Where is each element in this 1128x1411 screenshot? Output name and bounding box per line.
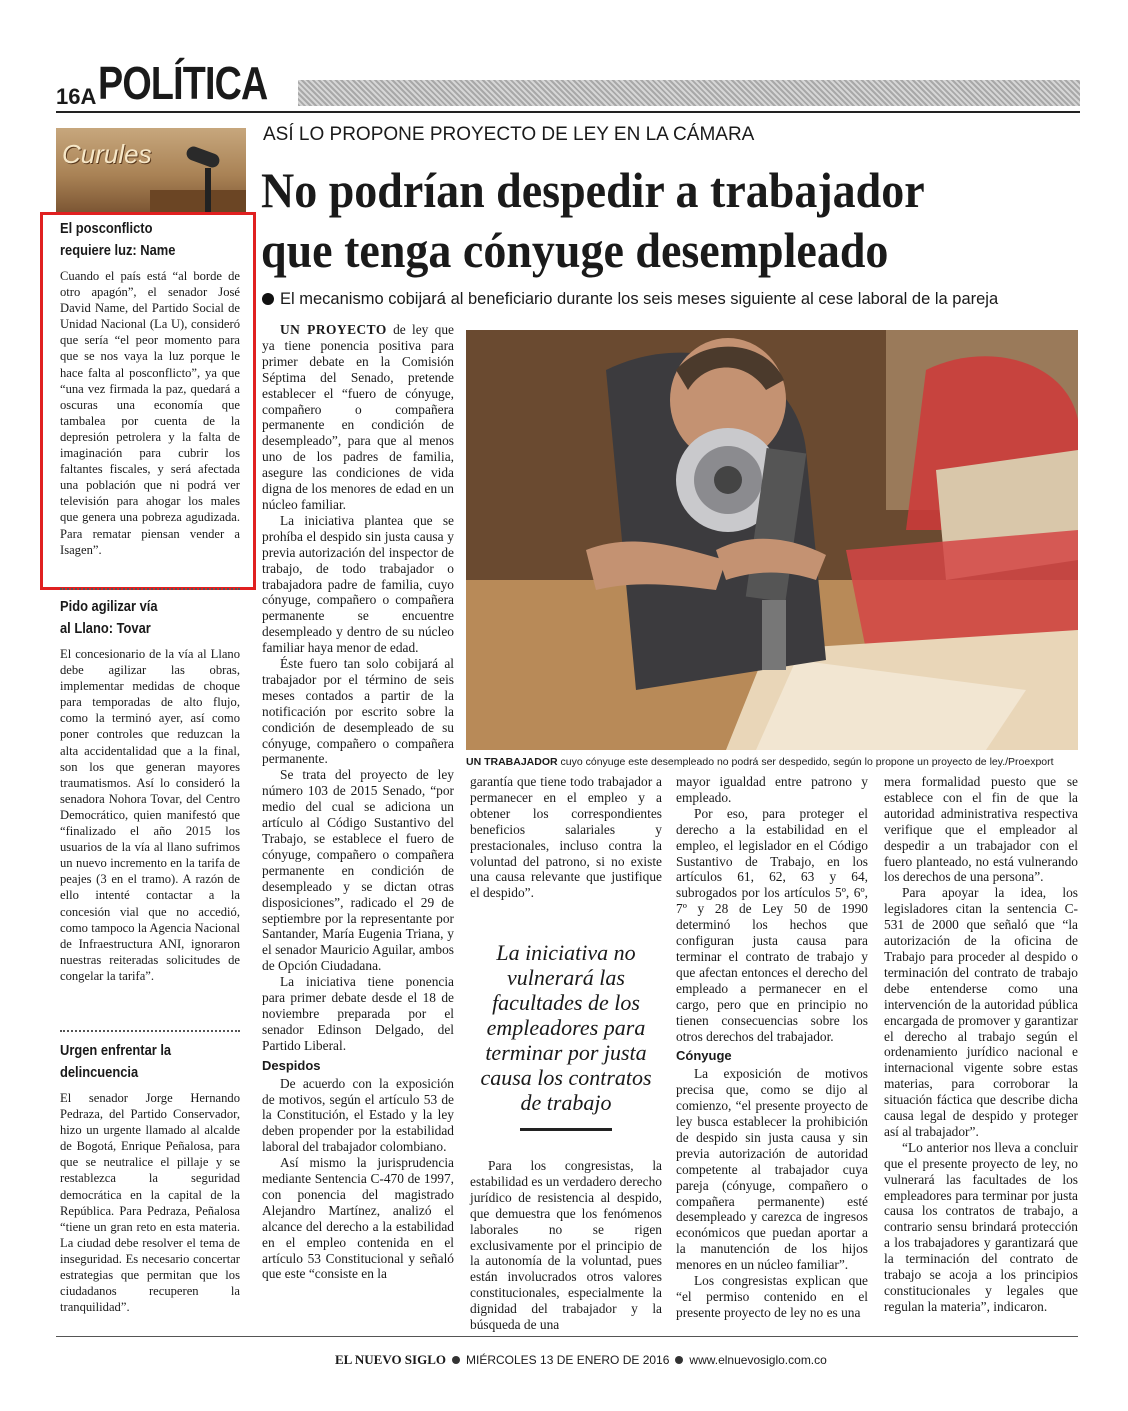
paragraph: Para los congresistas, la estabilidad es un verdadero derecho jurídico de resistencia al despido, que demuestra que los fenómenos laborales no se rigen exclusivamente por el principio de la autonomía de la voluntad, pues están involucrados otros valores constitucionales, especialmente la dignidad del trabajador y la búsqueda de una: [470, 1158, 662, 1333]
paragraph: “Lo anterior nos lleva a concluir que el presente proyecto de ley, no vulnerará las facultades de los empleadores para terminar por justa causa los contratos de trabajo, a contrario sensu brindará protección a los trabajadores y garantizará que la terminación del contrato de trabajo se acoja a los principios constitucionales y legales que regulan la materia”, indicaron.: [884, 1139, 1078, 1314]
footer-url: www.elnuevosiglo.com.co: [689, 1353, 827, 1367]
sidebar-item-posconflicto: [60, 218, 240, 558]
article-column-3: [676, 774, 868, 1321]
article-headline: [261, 160, 1025, 280]
sidebar-divider: [60, 1030, 240, 1032]
article-photo: [466, 330, 1078, 750]
dot-icon: [452, 1356, 460, 1364]
footer-brand: EL NUEVO SIGLO: [335, 1352, 446, 1367]
sidebar-item-title: El posconflicto: [60, 220, 153, 237]
paragraph: La iniciativa plantea que se prohíba el despido sin justa causa y previa autorización del inspector de trabajo, de todo trabajador o trabajadora padre de familia, cuyo cónyuge, compañero o compañera permanente se encuentre desempleado y dentro de su núcleo familiar haya menor de edad.: [262, 512, 454, 656]
paragraph: Los congresistas explican que “el permiso contenido en el presente proyecto de ley no es una: [676, 1273, 868, 1320]
podium-image: [150, 190, 246, 214]
sidebar-item-delincuencia: [60, 1040, 240, 1315]
header-pattern-bar: [298, 80, 1080, 106]
paragraph: Éste fuero tan solo cobijará al trabajador por el término de seis meses contados a partir de la notificación por escrito sobre la condición de desempleado de su cónyuge, compañero o compañera permanente.: [262, 656, 454, 767]
subheading-despidos: Despidos: [262, 1057, 321, 1073]
article-lead-in: UN PROYECTO: [280, 322, 387, 337]
sidebar-item-title: requiere luz: Name: [60, 242, 176, 259]
paragraph: Por eso, para proteger el derecho a la estabilidad en el empleo, el legislador en el Código Sustantivo de Trabajo, en los artículos 61, 62, 63 y 64, subrogados por los artículos 5º, 6º, 7º y 28 de Ley 50 de 1990 determinó los hechos que configuran justa causa para terminar el contrato de trabajo y que afectan entonces el derecho del empleado a permanecer en el cargo, pero que en principio no tienen consecuencias sobre los otros derechos del trabajador.: [676, 805, 868, 1044]
photo-worker-cutting-fabric: [466, 330, 1078, 750]
pull-quote: La iniciativa no vulnerará las facultades de los empleadores para terminar por justa causa los contratos de trabajo: [480, 940, 652, 1115]
paragraph: Se trata del proyecto de ley número 103 de 2015 Senado, “por medio del cual se adiciona un artículo al Código Sustantivo del Trabajo, se establece el fuero de cónyuge, compañero o compañera permanente en condición de desempleado y se dictan otras disposiciones”, radicado el 29 de septiembre por la representante por Santander, María Eugenia Triana, y el senador Mauricio Aguilar, ambos de Opción Ciudadana.: [262, 767, 454, 974]
paragraph: La exposición de motivos precisa que, como se dijo al comienzo, “el presente proyecto de ley busca establecer la prohibición de despido sin justa causa y sin previa autorización de autoridad competente al trabajador cuya pareja (cónyuge, compañero o compañera permanente) esté desempleado y carezca de ingresos económicos que puedan aportar a la manutención de los hijos menores en un núcleo familiar”.: [676, 1066, 868, 1273]
article-kicker: ASÍ LO PROPONE PROYECTO DE LEY EN LA CÁMARA: [263, 124, 755, 145]
paragraph: De acuerdo con la exposición de motivos, según el artículo 53 de la Constitución, el Estado y la ley deben propender por la estabilidad laboral del trabajador colombiano.: [262, 1075, 454, 1155]
footer-rule: [56, 1336, 1078, 1337]
paragraph: Así mismo la jurisprudencia mediante Sentencia C-470 de 1997, con ponencia del magistrado Alejandro Martínez, analizó el alcance del derecho a la estabilidad en el empleo contenida en el artículo 53 Constitucional y señaló que este “consiste en la: [262, 1155, 454, 1282]
microphone-icon: [205, 168, 211, 212]
headline-line-1: No podrían despedir a trabajador: [261, 162, 925, 218]
sidebar-item-title: Urgen enfrentar la: [60, 1042, 172, 1059]
subhead-text: El mecanismo cobijará al beneficiario durante los seis meses siguiente al cese laboral de la pareja: [280, 290, 999, 308]
caption-lead: UN TRABAJADOR: [466, 756, 558, 768]
photo-caption: [466, 756, 1078, 768]
subheading-conyuge: Cónyuge: [676, 1048, 732, 1064]
page-number: 16A: [56, 84, 97, 109]
curules-label: Curules: [62, 139, 152, 169]
sidebar-item-body: Cuando el país está “al borde de otro apagón”, el senador José David Name, del Partido Social de Unidad Nacional (La U), consideró que sería “el peor momento para que se nos vaya la luz porque le hace falta al posconflicto”, ya que “una vez firmada la paz, quedará a oscuras una economía que tambalea por cuenta de la depresión petrolera y la falta de imaginación para cubrir los faltantes fiscales, y será afectada una población que ni podrá ver televisión para ahogar los males que genera una pobreza agudizada. Para rematar piensan vender a Isagen”.: [60, 269, 240, 557]
sidebar-item-llano: [60, 596, 240, 984]
paragraph: mera formalidad puesto que se establece con el fin de que la autoridad administrativa respectiva verifique que el empleador al despedir a un trabajador con el fuero planteado, no está vulnerando los derechos de una persona”.: [884, 774, 1078, 885]
sidebar-item-body: El concesionario de la vía al Llano debe agilizar las obras, implementar medidas de choque para temporadas de alto flujo, como la terminó ayer, así como poner controles que reduzcan la alta accidentalidad que a la final, son los que generan mayores traumatismos. Así lo consideró la senadora Nohora Tovar, del Centro Democrático, quien manifestó que “finalizado el año 2015 los usuarios de la vía al llano sufrimos un nuevo incremento en la tarifa de peajes (3 en el tramo). A razón de ello intenté contactar a la concesión vial que no accedió, como tampoco la Agencia Nacional de Infraestructura ANI, ignoraron nuestras reiteradas solicitudes de congelar la tarifa”.: [60, 647, 240, 983]
paragraph: La iniciativa tiene ponencia para primer debate desde el 18 de noviembre preparada por el senador Edinson Delgado, del Partido Liberal.: [262, 974, 454, 1053]
caption-text: cuyo cónyuge este desempleado no podrá ser despedido, según lo propone un proyecto de ley./Proexport: [557, 756, 1054, 768]
article-column-4: [884, 774, 1078, 1315]
article-column-1: [262, 322, 454, 1282]
dot-icon: [675, 1356, 683, 1364]
article-column-2-continued: [470, 1158, 662, 1333]
header-rule: [56, 111, 1080, 113]
paragraph: de ley que ya tiene ponencia positiva para primer debate en la Comisión Séptima del Senado, pretende establecer el “fuero de cónyuge, compañero o compañera permanente en condición de desempleado”, para que al menos uno de los padres de familia, asegure las condiciones de vida digna de los menores de edad en un núcleo familiar.: [262, 322, 454, 512]
sidebar-item-body: El senador Jorge Hernando Pedraza, del Partido Conservador, hizo un urgente llamado al alcalde de Bogotá, Enrique Peñalosa, para que se neutralice el pillaje y se restablezca la seguridad democrática en la capital de la República. Para Pedraza, Peñalosa “tiene un gran reto en esta materia. La ciudad debe resolver el tema de inseguridad. Es necesario concertar estrategias que permitan que los ciudadanos recuperen la tranquilidad”.: [60, 1091, 240, 1315]
paragraph: mayor igualdad entre patrono y empleado.: [676, 774, 868, 805]
footer-date: MIÉRCOLES 13 DE ENERO DE 2016: [466, 1353, 670, 1367]
sidebar-item-title: al Llano: Tovar: [60, 620, 151, 637]
paragraph: Para apoyar la idea, los legisladores citan la sentencia C-531 de 2000 que señaló que “la autorización de la oficina de Trabajo para proceder al despido o terminación del contrato de trabajo debe entenderse como una intervención de la autoridad pública encargada de promover y garantizar el derecho al trabajo según el ordenamiento jurídico nacional e internacional vigente sobre estas materias, para corroborar la situación fáctica que describe dicha causa legal de despido y proteger así al trabajador”.: [884, 885, 1078, 1139]
article-column-2: [470, 774, 662, 901]
page-footer: [335, 1352, 827, 1368]
bullet-icon: [262, 293, 274, 305]
sidebar-item-title: Pido agilizar vía: [60, 598, 158, 615]
section-title: POLÍTICA: [98, 57, 268, 109]
pull-quote-rule: [520, 1128, 612, 1131]
paragraph: garantía que tiene todo trabajador a permanecer en el empleo y a obtener los correspondientes beneficios salariales y prestacionales, incluso contra la voluntad del patrono, si no existe una causa relevante que justifique el despido”.: [470, 774, 662, 901]
sidebar-item-title: delincuencia: [60, 1064, 139, 1081]
headline-line-2: que tenga cónyuge desempleado: [261, 222, 889, 278]
article-subhead: [262, 290, 1092, 309]
sidebar-divider: [60, 588, 240, 590]
